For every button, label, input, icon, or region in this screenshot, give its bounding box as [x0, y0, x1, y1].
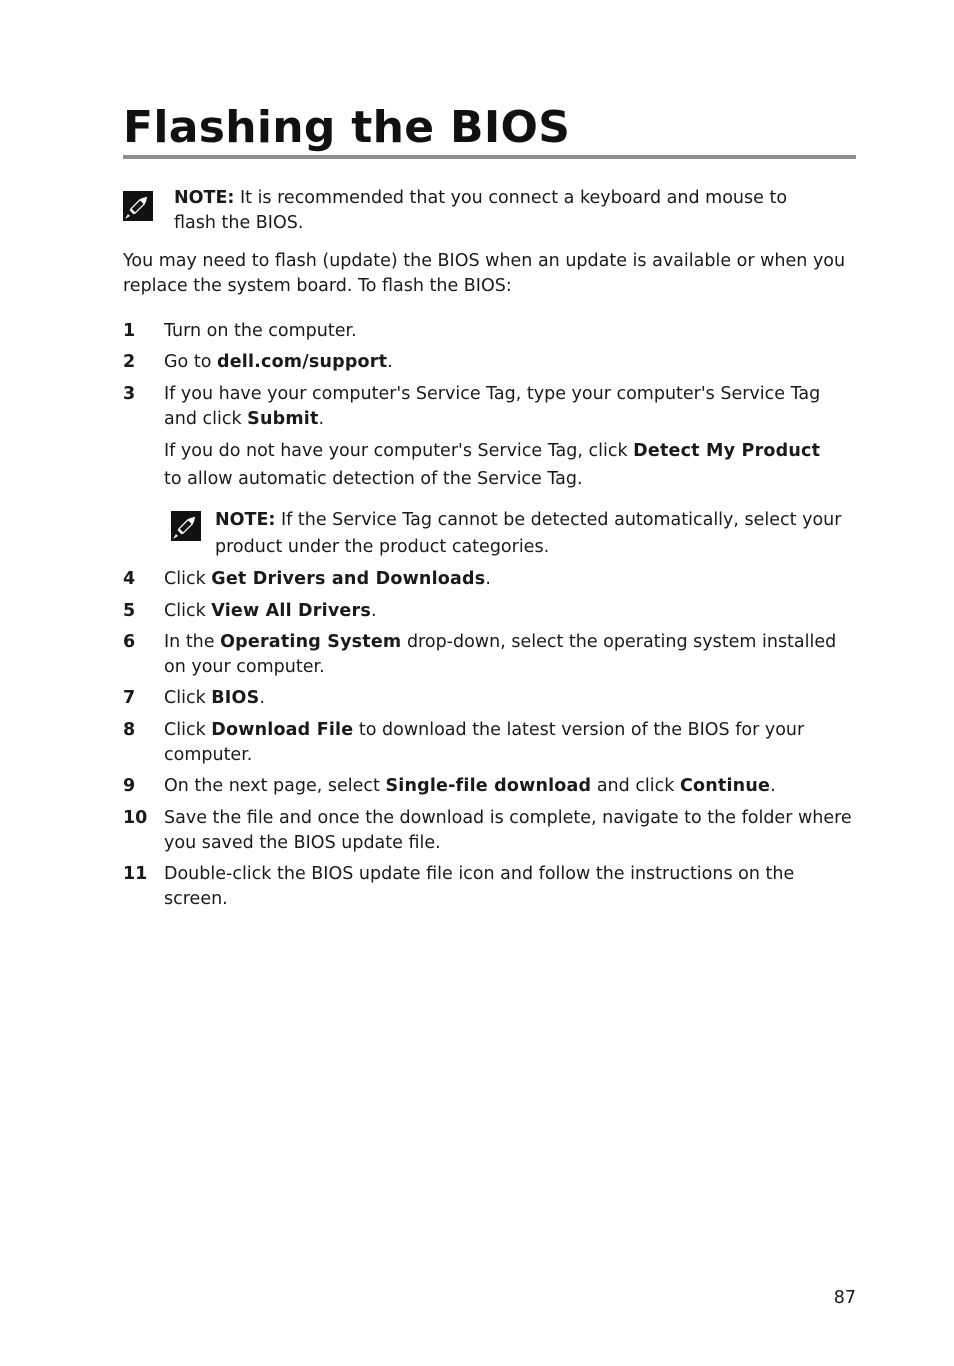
step-text-pre: On the next page, select	[164, 776, 386, 796]
step-text-post: .	[770, 776, 776, 796]
step-number: 9	[123, 776, 136, 796]
step-text: Turn on the computer.	[164, 321, 357, 341]
step-number: 3	[123, 384, 136, 404]
step-text	[164, 774, 856, 799]
step-text-post: .	[318, 409, 325, 429]
step-text-pre: Click	[164, 569, 212, 589]
step-number: 7	[123, 688, 136, 708]
step-number: 6	[123, 632, 136, 652]
note1-body: It is recommended that you connect a keyboard and mouse to flash the BIOS.	[174, 188, 788, 233]
view-all-drivers-label: View All Drivers	[211, 601, 371, 621]
dell-support-link-text: dell.com/support	[216, 352, 388, 372]
download-file-label: Download File	[211, 720, 354, 740]
step-text-post: .	[485, 569, 491, 589]
note1-label: NOTE:	[174, 188, 235, 208]
step-text	[164, 686, 856, 711]
step-text-post: .	[259, 688, 265, 708]
step-number: 11	[123, 864, 148, 884]
step-text-pre: In the	[164, 632, 221, 652]
step-3-subparagraph	[164, 437, 824, 493]
step-text-pre: Click	[164, 720, 212, 740]
bios-label: BIOS	[211, 688, 260, 708]
get-drivers-label: Get Drivers and Downloads	[211, 569, 486, 589]
page-number: 87	[833, 1288, 856, 1308]
step-text-post: drop-down, select the operating system installed on your computer.	[164, 632, 837, 677]
step-text	[164, 718, 856, 768]
single-file-download-label: Single-file download	[385, 776, 592, 796]
step-text-pre: Click	[164, 688, 212, 708]
step-text	[164, 630, 856, 680]
step-text: Save the file and once the download is complete, navigate to the folder where you saved the BIOS update file.	[164, 808, 852, 853]
step-text	[164, 382, 856, 432]
note1-text	[174, 186, 834, 236]
step-text-mid: and click	[591, 776, 680, 796]
continue-label: Continue	[679, 776, 771, 796]
step-number: 5	[123, 601, 136, 621]
step-number: 8	[123, 720, 136, 740]
step-text	[164, 567, 856, 592]
operating-system-label: Operating System	[220, 632, 402, 652]
note2-text	[215, 507, 845, 561]
step-number: 10	[123, 808, 148, 828]
title-rule	[123, 155, 856, 159]
step-number: 4	[123, 569, 136, 589]
step-text-post: .	[370, 601, 377, 621]
detect-my-product-label: Detect My Product	[633, 441, 821, 461]
sub-text-post: to allow automatic detection of the Service Tag.	[164, 469, 583, 489]
step-text-post: to download the latest version of the BIOS for your computer.	[164, 720, 805, 765]
intro-paragraph: You may need to flash (update) the BIOS when an update is available or when you replace the system board. To flash the BIOS:	[123, 251, 846, 296]
step-text-post: .	[387, 352, 393, 372]
step-text-pre: Click	[164, 601, 212, 621]
step-text	[164, 599, 856, 624]
submit-label: Submit	[247, 409, 319, 429]
page-title: Flashing the BIOS	[123, 102, 571, 153]
step-text-pre: Go to	[164, 352, 217, 372]
step-text-pre: If you have your computer's Service Tag, type your computer's Service Tag and click	[164, 384, 821, 429]
step-number: 2	[123, 352, 136, 372]
note2-label: NOTE:	[215, 510, 276, 530]
step-number: 1	[123, 321, 136, 341]
step-text: Double-click the BIOS update file icon and follow the instructions on the screen.	[164, 864, 795, 909]
step-text	[164, 350, 856, 375]
note2-body: If the Service Tag cannot be detected automatically, select your product under the product categories.	[215, 510, 842, 557]
sub-text-pre: If you do not have your computer's Service Tag, click	[164, 441, 634, 461]
pencil-note-icon	[171, 511, 201, 541]
pencil-note-icon	[123, 191, 153, 221]
